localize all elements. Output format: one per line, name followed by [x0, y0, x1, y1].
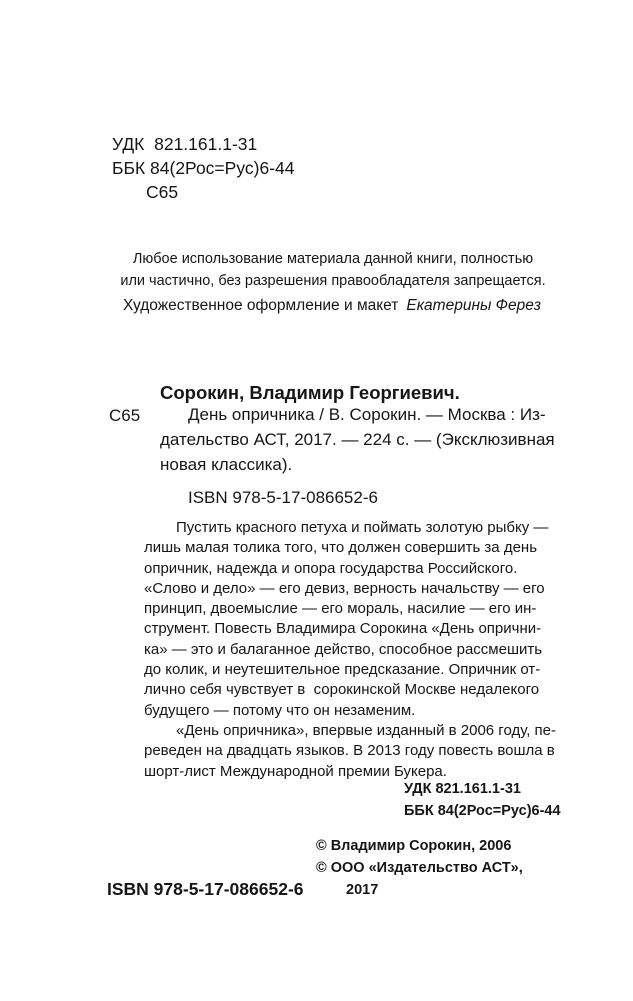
- bottom-udk-code: УДК 821.161.1-31: [404, 781, 521, 797]
- annotation-line: лично себя чувствует в сорокинской Москве недалекого: [144, 681, 540, 699]
- annotation-line: будущего — потому что он незаменим.: [144, 701, 416, 719]
- catalog-description: [160, 402, 578, 477]
- author-sign: С65: [146, 182, 179, 202]
- annotation-line: лишь малая толика того, что должен совершить за день: [144, 539, 538, 557]
- annotation-line: шорт-лист Международной премии Букера.: [144, 762, 447, 780]
- design-credit-artist: Екатерины Ферез: [406, 297, 541, 314]
- annotation: [144, 518, 576, 782]
- design-credit: [123, 297, 541, 315]
- copyright-year: 2017: [346, 882, 379, 898]
- bbk-code: ББК 84(2Рос=Рус)6-44: [112, 158, 295, 178]
- bottom-classification: [404, 778, 561, 822]
- catalog-author: Сорокин, Владимир Георгиевич.: [160, 382, 460, 403]
- annotation-line: опричник, надежда и опора государства Российского.: [144, 559, 518, 577]
- annotation-line: «День опричника», впервые изданный в 2006 году, пе-: [176, 721, 557, 739]
- catalog-line: дательство АСТ, 2017. — 224 с. — (Эксклюзивная: [160, 430, 555, 449]
- design-credit-label: Художественное оформление и макет: [123, 297, 399, 314]
- copyright-author: © Владимир Сорокин, 2006: [316, 838, 512, 854]
- bottom-bbk-code: ББК 84(2Рос=Рус)6-44: [404, 803, 561, 819]
- rights-notice-line: Любое использование материала данной книги, полностью: [132, 251, 534, 267]
- catalog-line: новая классика).: [160, 455, 293, 474]
- catalog-line: День опричника / В. Сорокин. — Москва : Из-: [188, 405, 546, 424]
- rights-notice: [88, 248, 578, 292]
- annotation-line: принцип, двоемыслие — его мораль, насилие — его ин-: [144, 600, 537, 618]
- classification-block: [112, 132, 295, 204]
- annotation-line: Пустить красного петуха и поймать золотую рыбку —: [176, 519, 549, 536]
- udk-code: УДК 821.161.1-31: [112, 134, 258, 154]
- annotation-line: до колик, и неутешительное предсказание. Опричник от-: [144, 661, 541, 679]
- annotation-line: «Слово и дело» — его девиз, верность начальству — его: [144, 579, 545, 597]
- copyright-publisher: © ООО «Издательство АСТ»,: [316, 860, 523, 876]
- rights-notice-line: или частично, без разрешения правообладателя запрещается.: [120, 273, 546, 289]
- isbn-bottom: ISBN 978-5-17-086652-6: [107, 879, 304, 899]
- copyright-block: [316, 835, 523, 901]
- annotation-line: струмент. Повесть Владимира Сорокина «День опрични-: [144, 620, 542, 638]
- annotation-line: реведен на двадцать языков. В 2013 году повесть вошла в: [144, 742, 555, 760]
- annotation-line: ка» — это и балаганное действо, способное рассмешить: [144, 640, 543, 658]
- catalog-isbn: ISBN 978-5-17-086652-6: [188, 488, 378, 507]
- catalog-author-sign: С65: [109, 406, 141, 425]
